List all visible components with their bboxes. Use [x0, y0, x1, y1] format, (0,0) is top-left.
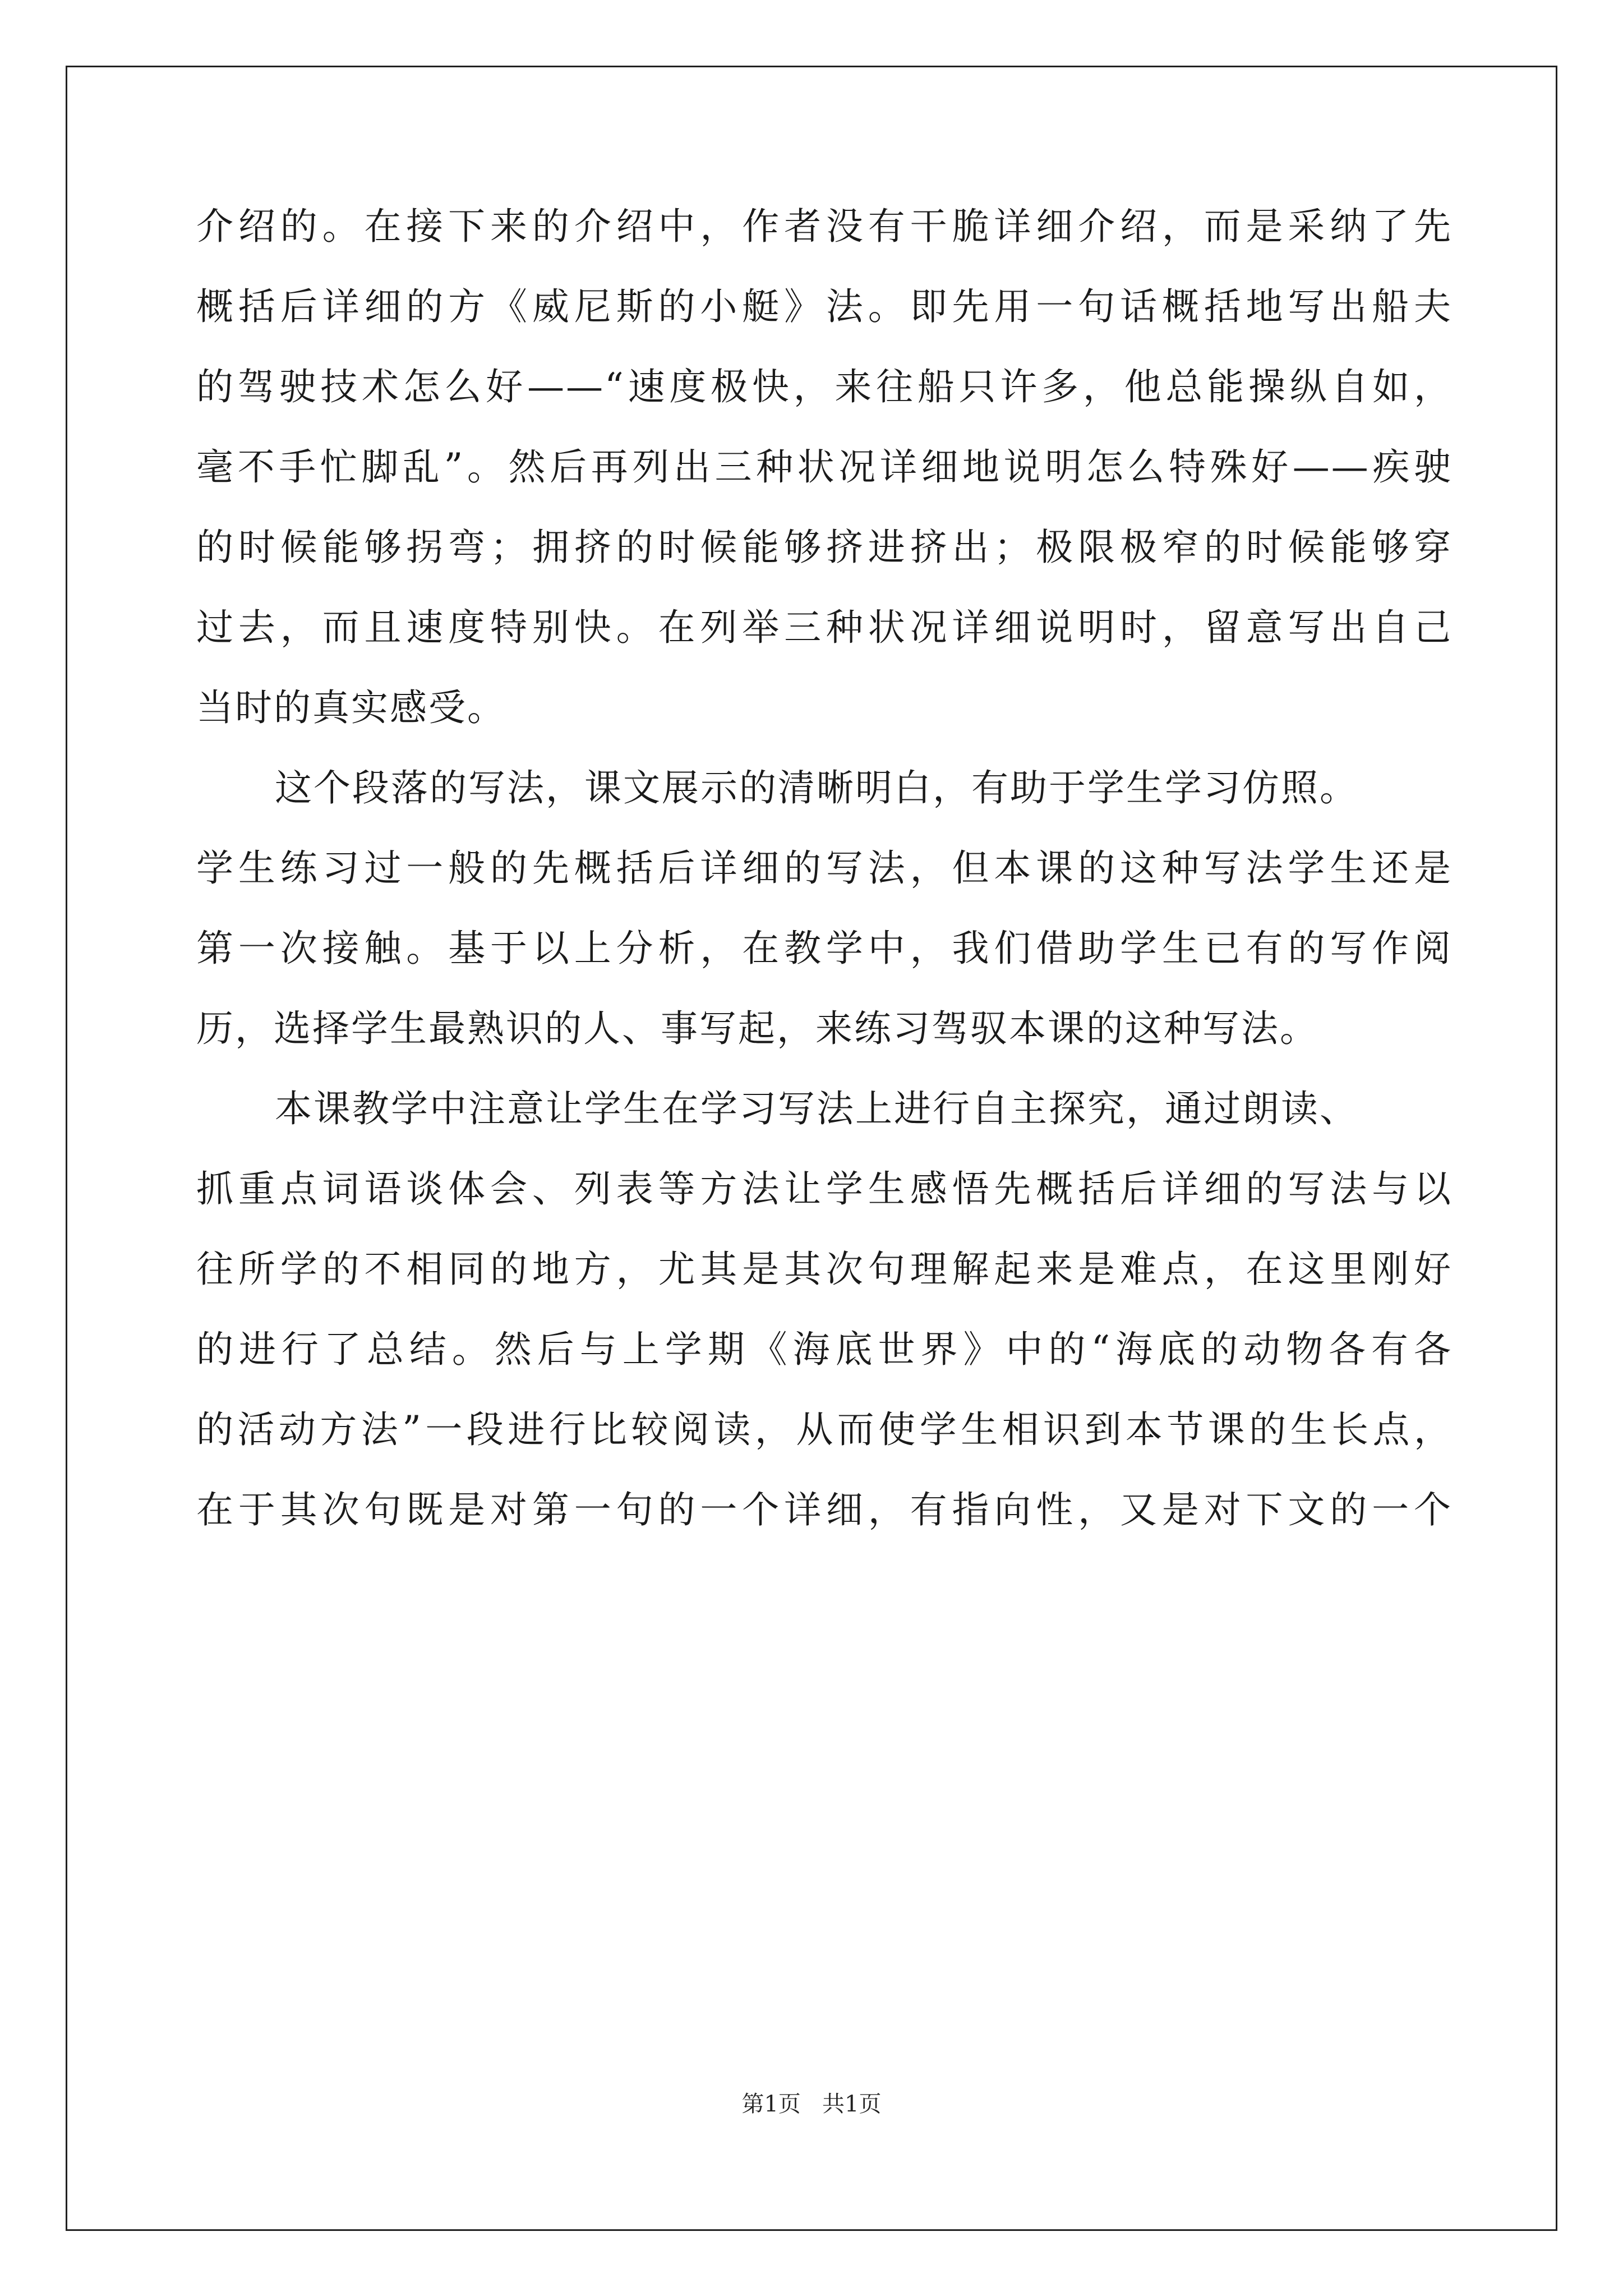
text-line-10: 第一次接触。基于以上分析，在教学中，我们借助学生已有的写作阅 — [196, 927, 1453, 970]
text-line-5: 的时候能够拐弯；拥挤的时候能够挤进挤出；极限极窄的时候能够穿 — [196, 526, 1453, 569]
text-line-7: 当时的真实感受。 — [196, 686, 506, 729]
text-line-6: 过去，而且速度特别快。在列举三种状况详细说明时，留意写出自己 — [196, 606, 1453, 649]
text-line-16: 的活动方法”一段进行比较阅读，从而使学生相识到本节课的生长点， — [196, 1408, 1453, 1451]
document-body — [196, 206, 1453, 1570]
text-line-4: 毫不手忙脚乱”。然后再列出三种状况详细地说明怎么特殊好——疾驶 — [196, 445, 1453, 489]
text-line-8: 这个段落的写法，课文展示的清晰明白，有助于学生学习仿照。 — [275, 766, 1358, 809]
text-line-15: 的进行了总结。然后与上学期《海底世界》中的“海底的动物各有各 — [196, 1328, 1453, 1371]
text-line-2: 概括后详细的方《威尼斯的小艇》法。即先用一句话概括地写出船夫 — [196, 285, 1453, 328]
text-line-17: 在于其次句既是对第一句的一个详细，有指向性，又是对下文的一个 — [196, 1488, 1453, 1531]
page-footer: 第1页 共1页 — [741, 2091, 882, 2117]
text-line-14: 往所学的不相同的地方，尤其是其次句理解起来是难点，在这里刚好 — [196, 1248, 1453, 1291]
text-line-12: 本课教学中注意让学生在学习写法上进行自主探究，通过朗读、 — [275, 1087, 1358, 1130]
text-line-11: 历，选择学生最熟识的人、事写起，来练习驾驭本课的这种写法。 — [196, 1007, 1318, 1050]
text-line-1: 介绍的。在接下来的介绍中，作者没有干脆详细介绍，而是采纳了先 — [196, 205, 1453, 248]
text-line-9: 学生练习过一般的先概括后详细的写法，但本课的这种写法学生还是 — [196, 846, 1453, 890]
text-line-13: 抓重点词语谈体会、列表等方法让学生感悟先概括后详细的写法与以 — [196, 1167, 1453, 1211]
text-line-3: 的驾驶技术怎么好——“速度极快，来往船只许多，他总能操纵自如， — [196, 365, 1453, 408]
